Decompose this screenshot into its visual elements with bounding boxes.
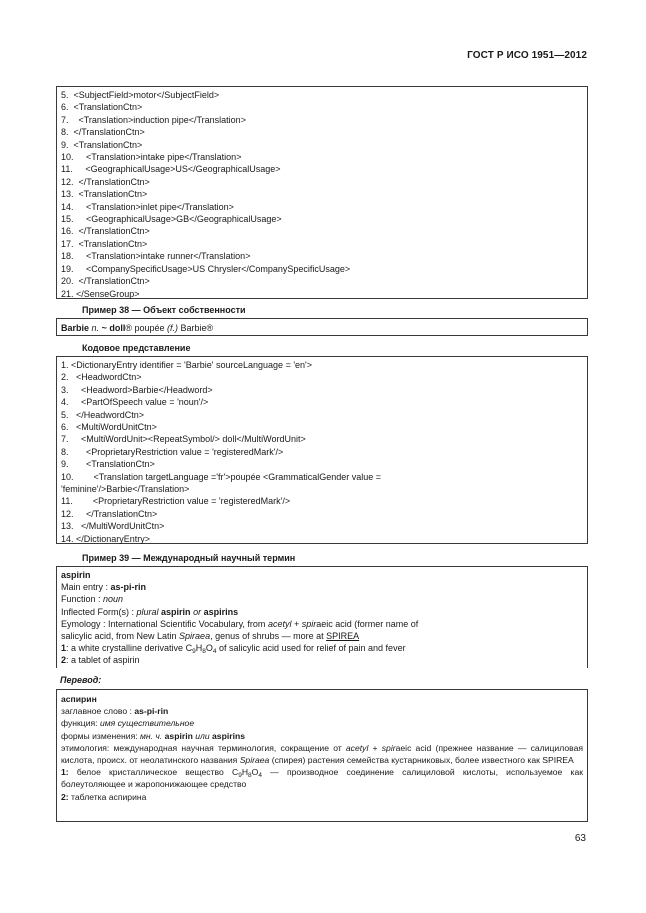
code-line: 5. </HeadwordCtn> bbox=[61, 409, 145, 420]
code-line: 9. <TranslationCtn> bbox=[61, 459, 155, 470]
code-block-barbie bbox=[56, 356, 588, 544]
translation-etymology: этимология: международная научная терминология, сокращение от acetyl + spiraeic acid (прежнее название — салициловая кислота, происх. от неолатинского названия Spiraea (спирея) растения семейства кустарниковых, более известного как SPIREA bbox=[61, 742, 584, 766]
code-line: 6. <MultiWordUnitCtn> bbox=[61, 422, 157, 433]
code-line: 13. </MultiWordUnitCtn> bbox=[61, 521, 165, 532]
code-line: 4. <PartOfSpeech value = 'noun'/> bbox=[61, 397, 209, 408]
code-line: 7. <MultiWordUnit><RepeatSymbol/> doll</MultiWordUnit> bbox=[61, 434, 306, 445]
code-line: 12. </TranslationCtn> bbox=[61, 176, 150, 187]
example-39-caption: Пример 39 — Международный научный термин bbox=[82, 553, 296, 563]
code-line: 14. <Translation>inlet pipe</Translation> bbox=[61, 201, 234, 212]
translation-main-line: заглавное слово : as-pi-rin bbox=[61, 706, 169, 717]
code-line: 1. <DictionaryEntry identifier = 'Barbie' sourceLanguage = 'en'> bbox=[61, 360, 313, 370]
entry-translation: ® poupée bbox=[125, 323, 165, 333]
code-line: 'feminine'/>Barbie</Translation> bbox=[61, 484, 190, 495]
example-38-caption: Пример 38 — Объект собственности bbox=[82, 305, 246, 315]
translation-sense-1: 1: белое кристаллическое вещество $C_9H_8O_4$ — производное соединение салициловой кислоты, используемое как болеутоляющее и жаропонижающее средство bbox=[61, 767, 583, 790]
code-line: 9. <TranslationCtn> bbox=[61, 139, 143, 150]
code-line: 21. </SenseGroup> bbox=[61, 288, 140, 299]
code-line: 18. <Translation>intake runner</Translation> bbox=[61, 251, 251, 262]
code-line: 5. <SubjectField>motor</SubjectField> bbox=[61, 90, 220, 100]
code-line: 17. <TranslationCtn> bbox=[61, 238, 148, 249]
code-line: 7. <Translation>induction pipe</Translation> bbox=[61, 114, 246, 125]
translation-function-line: функция: имя существительное bbox=[61, 718, 195, 729]
code-line: 11. <GeographicalUsage>US</GeographicalUsage> bbox=[61, 164, 281, 175]
main-entry-line: Main entry : as-pi-rin bbox=[61, 582, 147, 593]
inflected-line: Inflected Form(s) : plural aspirin or aspirins bbox=[61, 606, 239, 617]
translation-sense-2: 2: таблетка аспирина bbox=[61, 791, 147, 802]
etymology-line-2: salicylic acid, from New Latin Spiraea, genus of shrubs — more at SPIREA bbox=[61, 631, 360, 642]
translation-caption: Перевод: bbox=[60, 675, 102, 685]
code-line: 8. </TranslationCtn> bbox=[61, 127, 145, 138]
entry-pos: n. bbox=[91, 323, 100, 333]
translation-forms-line: формы изменения: мн. ч. aspirin или aspirins bbox=[61, 730, 245, 741]
entry-gender: (f.) bbox=[167, 323, 179, 333]
code-block-continued bbox=[56, 86, 588, 299]
entry-headword: Barbie bbox=[61, 323, 90, 333]
code-line: 19. <CompanySpecificUsage>US Chrysler</CompanySpecificUsage> bbox=[61, 263, 351, 274]
entry-tilde: ~ doll bbox=[101, 323, 126, 333]
code-line: 15. <GeographicalUsage>GB</GeographicalUsage> bbox=[61, 214, 282, 225]
entry-headword: aspirin bbox=[61, 570, 91, 580]
code-representation-caption: Кодовое представление bbox=[82, 343, 191, 353]
code-line: 20. </TranslationCtn> bbox=[61, 276, 150, 287]
code-line: 10. <Translation>intake pipe</Translation> bbox=[61, 152, 242, 163]
example-38-entry bbox=[56, 318, 588, 336]
code-line: 3. <Headword>Barbie</Headword> bbox=[61, 384, 213, 395]
document-header: ГОСТ Р ИСО 1951—2012 bbox=[467, 50, 587, 61]
function-line: Function : noun bbox=[61, 594, 124, 605]
code-line: 2. <HeadwordCtn> bbox=[61, 372, 142, 383]
code-line: 13. <TranslationCtn> bbox=[61, 189, 148, 200]
code-line: 6. <TranslationCtn> bbox=[61, 102, 143, 113]
translation-entry bbox=[56, 689, 588, 822]
translation-headword: аспирин bbox=[61, 694, 97, 704]
code-line: 16. </TranslationCtn> bbox=[61, 226, 150, 237]
spirea-link[interactable]: SPIREA bbox=[326, 631, 360, 642]
code-line: 10. <Translation targetLanguage ='fr'>poupée <GrammaticalGender value = bbox=[61, 471, 382, 482]
etymology-line-1: Eymology : International Scientific Vocabulary, from acetyl + spiraeic acid (former name of bbox=[61, 618, 419, 629]
code-line: 8. <ProprietaryRestriction value = 'registeredMark'/> bbox=[61, 446, 284, 457]
sense-1: 1: a white crystalline derivative $C_9H_8O_4$ of salicylic acid used for relief of pain and fever bbox=[61, 643, 406, 656]
code-line: 12. </TranslationCtn> bbox=[61, 508, 158, 519]
code-line: 11. <ProprietaryRestriction value = 'registeredMark'/> bbox=[61, 496, 291, 507]
entry-translation-2: Barbie® bbox=[180, 323, 214, 333]
code-line: 14. </DictionaryEntry> bbox=[61, 533, 151, 544]
example-39-entry bbox=[56, 566, 588, 668]
page-number: 63 bbox=[574, 833, 586, 844]
sense-2: 2: a tablet of aspirin bbox=[61, 655, 140, 666]
